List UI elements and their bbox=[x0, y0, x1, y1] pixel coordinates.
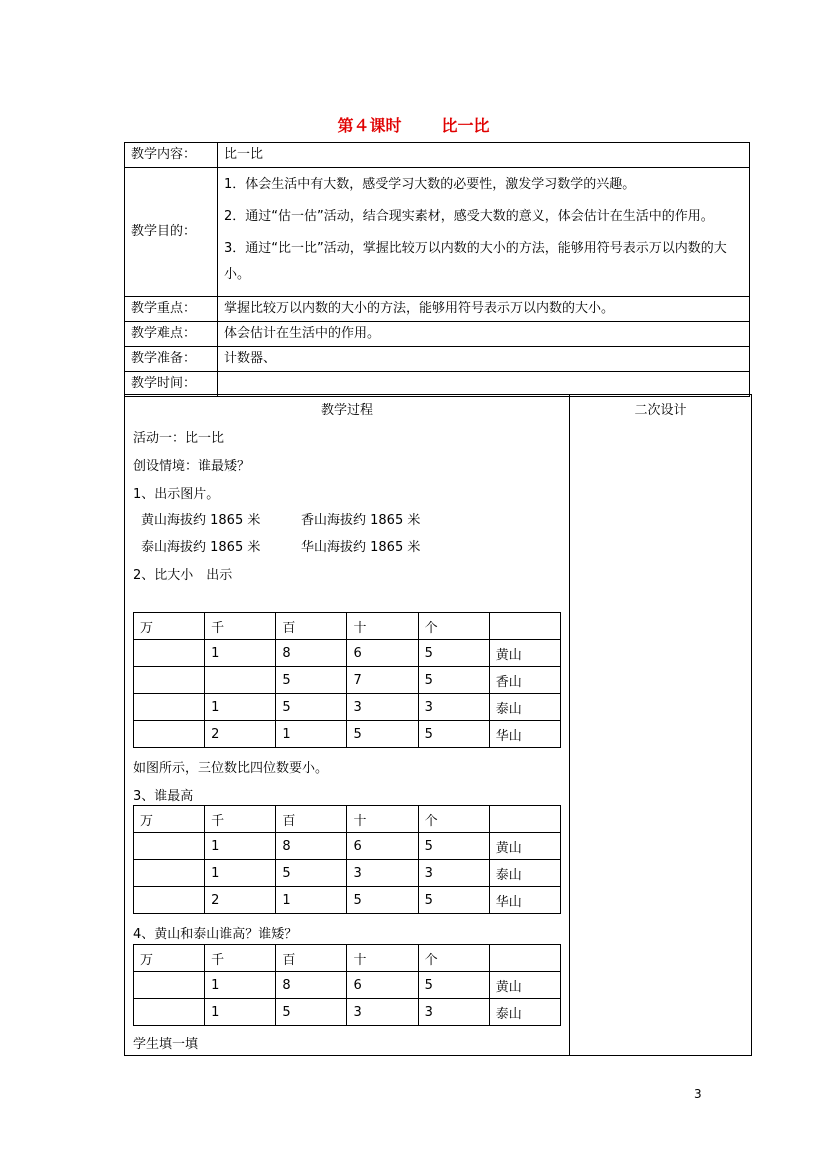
preparation-label: 教学准备： bbox=[125, 347, 218, 372]
cell: 5 bbox=[347, 887, 418, 914]
column-header: 千 bbox=[205, 613, 276, 640]
difficulty-label: 教学难点： bbox=[125, 322, 218, 347]
cell: 5 bbox=[276, 694, 347, 721]
height-taishan: 泰山海拔约 1865 米 bbox=[141, 540, 261, 555]
cell bbox=[134, 721, 205, 748]
column-header: 十 bbox=[347, 806, 418, 833]
lesson-topic: 比一比 bbox=[441, 116, 490, 135]
column-header bbox=[489, 806, 560, 833]
cell: 泰山 bbox=[489, 999, 560, 1026]
cell bbox=[134, 860, 205, 887]
cell: 5 bbox=[418, 972, 489, 999]
cell: 1 bbox=[205, 833, 276, 860]
difficulty-value: 体会估计在生活中的作用。 bbox=[218, 322, 750, 347]
column-header: 千 bbox=[205, 945, 276, 972]
cell: 1 bbox=[205, 640, 276, 667]
cell: 5 bbox=[347, 721, 418, 748]
table-row bbox=[134, 694, 561, 721]
cell: 1 bbox=[276, 721, 347, 748]
teaching-process-section bbox=[124, 394, 752, 1056]
cell: 1 bbox=[205, 860, 276, 887]
cell: 3 bbox=[347, 860, 418, 887]
cell bbox=[134, 887, 205, 914]
cell: 5 bbox=[418, 640, 489, 667]
cell: 6 bbox=[347, 640, 418, 667]
key-point-label: 教学重点： bbox=[125, 297, 218, 322]
cell: 1 bbox=[205, 694, 276, 721]
cell: 7 bbox=[347, 667, 418, 694]
activity-title: 活动一：比一比 bbox=[133, 431, 225, 446]
cell bbox=[134, 833, 205, 860]
cell: 8 bbox=[276, 640, 347, 667]
table-row bbox=[134, 999, 561, 1026]
place-value-table-3 bbox=[133, 944, 561, 1026]
cell: 5 bbox=[276, 999, 347, 1026]
objectives-cell bbox=[218, 168, 750, 297]
table-row bbox=[134, 860, 561, 887]
height-huashan: 华山海拔约 1865 米 bbox=[301, 540, 421, 555]
cell: 3 bbox=[418, 999, 489, 1026]
scenario-text: 创设情境：谁最矮？ bbox=[133, 459, 251, 474]
column-header bbox=[489, 613, 560, 640]
cell: 6 bbox=[347, 972, 418, 999]
column-header: 十 bbox=[347, 945, 418, 972]
step-4: 4、黄山和泰山谁高？谁矮？ bbox=[133, 927, 298, 942]
table-header-row bbox=[134, 945, 561, 972]
key-point-value: 掌握比较万以内数的大小的方法，能够用符号表示万以内数的大小。 bbox=[218, 297, 750, 322]
second-design-column bbox=[570, 395, 751, 1055]
note-text: 如图所示，三位数比四位数要小。 bbox=[133, 761, 329, 776]
second-design-header: 二次设计 bbox=[634, 403, 687, 418]
column-header bbox=[489, 945, 560, 972]
column-header: 万 bbox=[134, 945, 205, 972]
cell: 3 bbox=[347, 694, 418, 721]
column-header: 百 bbox=[276, 613, 347, 640]
cell: 3 bbox=[418, 694, 489, 721]
cell: 5 bbox=[418, 887, 489, 914]
page-number: 3 bbox=[694, 1087, 702, 1101]
objectives-label: 教学目的： bbox=[125, 168, 218, 297]
cell: 1 bbox=[205, 972, 276, 999]
table-header-row bbox=[134, 613, 561, 640]
lesson-number: 第４课时 bbox=[337, 116, 402, 135]
table-row bbox=[134, 667, 561, 694]
preparation-value: 计数器、 bbox=[218, 347, 750, 372]
cell: 2 bbox=[205, 887, 276, 914]
column-header: 个 bbox=[418, 945, 489, 972]
cell: 黄山 bbox=[489, 833, 560, 860]
cell bbox=[205, 667, 276, 694]
cell bbox=[134, 999, 205, 1026]
time-label: 教学时间： bbox=[125, 372, 218, 397]
column-header: 十 bbox=[347, 613, 418, 640]
cell: 5 bbox=[418, 667, 489, 694]
step-3: 3、谁最高 bbox=[133, 789, 194, 804]
page-title bbox=[0, 113, 827, 136]
cell: 黄山 bbox=[489, 972, 560, 999]
cell: 华山 bbox=[489, 721, 560, 748]
column-header: 千 bbox=[205, 806, 276, 833]
column-header: 百 bbox=[276, 945, 347, 972]
table-row bbox=[134, 640, 561, 667]
lesson-info-table bbox=[124, 142, 750, 397]
table-header-row bbox=[134, 806, 561, 833]
cell: 8 bbox=[276, 833, 347, 860]
cell: 5 bbox=[276, 860, 347, 887]
cell: 泰山 bbox=[489, 860, 560, 887]
fill-in-prompt: 学生填一填 bbox=[133, 1037, 199, 1052]
cell: 泰山 bbox=[489, 694, 560, 721]
column-header: 个 bbox=[418, 806, 489, 833]
cell: 香山 bbox=[489, 667, 560, 694]
table-row bbox=[134, 972, 561, 999]
cell bbox=[134, 640, 205, 667]
process-column bbox=[125, 395, 570, 1055]
objective-item: 1．体会生活中有大数，感受学习大数的必要性，激发学习数学的兴趣。 bbox=[224, 177, 636, 192]
cell: 1 bbox=[276, 887, 347, 914]
cell bbox=[134, 972, 205, 999]
column-header: 万 bbox=[134, 613, 205, 640]
table-row bbox=[134, 887, 561, 914]
column-header: 个 bbox=[418, 613, 489, 640]
column-header: 百 bbox=[276, 806, 347, 833]
objective-item: 2．通过“估一估”活动，结合现实素材，感受大数的意义，体会估计在生活中的作用。 bbox=[224, 209, 714, 224]
cell: 1 bbox=[205, 999, 276, 1026]
process-header: 教学过程 bbox=[320, 403, 373, 418]
place-value-table-2 bbox=[133, 805, 561, 914]
step-1: 1、出示图片。 bbox=[133, 487, 220, 502]
content-label: 教学内容： bbox=[125, 143, 218, 168]
cell: 华山 bbox=[489, 887, 560, 914]
cell: 3 bbox=[347, 999, 418, 1026]
place-value-table-1 bbox=[133, 612, 561, 748]
cell: 2 bbox=[205, 721, 276, 748]
cell: 6 bbox=[347, 833, 418, 860]
cell: 8 bbox=[276, 972, 347, 999]
table-row bbox=[134, 833, 561, 860]
height-huangshan: 黄山海拔约 1865 米 bbox=[141, 513, 261, 528]
cell: 3 bbox=[418, 860, 489, 887]
cell: 5 bbox=[276, 667, 347, 694]
objective-item: 3．通过“比一比”活动，掌握比较万以内数的大小的方法，能够用符号表示万以内数的大小。 bbox=[224, 241, 727, 282]
time-value bbox=[218, 372, 750, 397]
table-row bbox=[134, 721, 561, 748]
cell: 黄山 bbox=[489, 640, 560, 667]
cell: 5 bbox=[418, 721, 489, 748]
column-header: 万 bbox=[134, 806, 205, 833]
cell bbox=[134, 667, 205, 694]
content-value: 比一比 bbox=[218, 143, 750, 168]
cell: 5 bbox=[418, 833, 489, 860]
cell bbox=[134, 694, 205, 721]
height-xiangshan: 香山海拔约 1865 米 bbox=[301, 513, 421, 528]
step-2: 2、比大小 出示 bbox=[133, 568, 233, 583]
